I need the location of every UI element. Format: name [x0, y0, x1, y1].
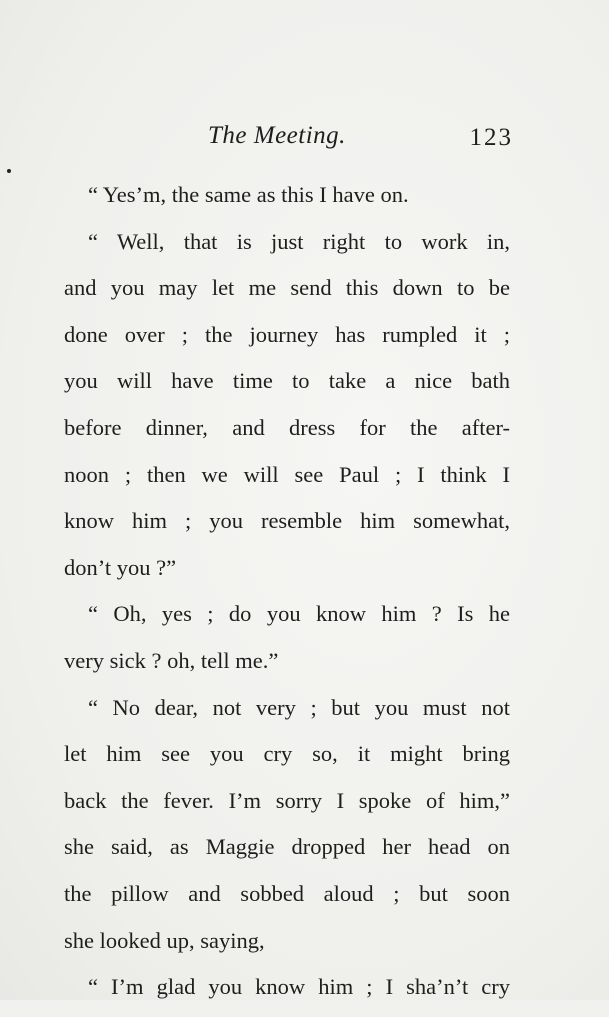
text-line: noon ; then we will see Paul ; I think I: [64, 461, 510, 487]
page-header: [0, 122, 609, 162]
text-line: and you may let me send this down to be: [64, 275, 510, 301]
text-line: before dinner, and dress for the after-: [64, 414, 510, 440]
ink-speck: [7, 169, 11, 173]
text-line: back the fever. I’m sorry I spoke of him,”: [64, 787, 510, 813]
text-line: “ Yes’m, the same as this I have on.: [88, 182, 409, 207]
text-line: very sick ? oh, tell me.”: [64, 647, 279, 673]
text-line: she looked up, saying,: [64, 927, 265, 953]
text-line: “ No dear, not very ; but you must not: [88, 694, 510, 720]
page-number: 123: [469, 124, 513, 151]
text-line: know him ; you resemble him somewhat,: [64, 508, 510, 534]
text-line: you will have time to take a nice bath: [64, 368, 510, 394]
body-text: [64, 178, 510, 1017]
text-line: let him see you cry so, it might bring: [64, 741, 510, 767]
text-line: “ Well, that is just right to work in,: [88, 228, 510, 254]
text-line: “ Oh, yes ; do you know him ? Is he: [88, 601, 510, 627]
text-line: done over ; the journey has rumpled it ;: [64, 321, 510, 347]
text-line: the pillow and sobbed aloud ; but soon: [64, 880, 510, 906]
running-head-title: The Meeting.: [208, 122, 346, 149]
text-line: she said, as Maggie dropped her head on: [64, 834, 510, 860]
text-line: “ I’m glad you know him ; I sha’n’t cry: [88, 974, 510, 1000]
text-line: don’t you ?”: [64, 554, 177, 580]
